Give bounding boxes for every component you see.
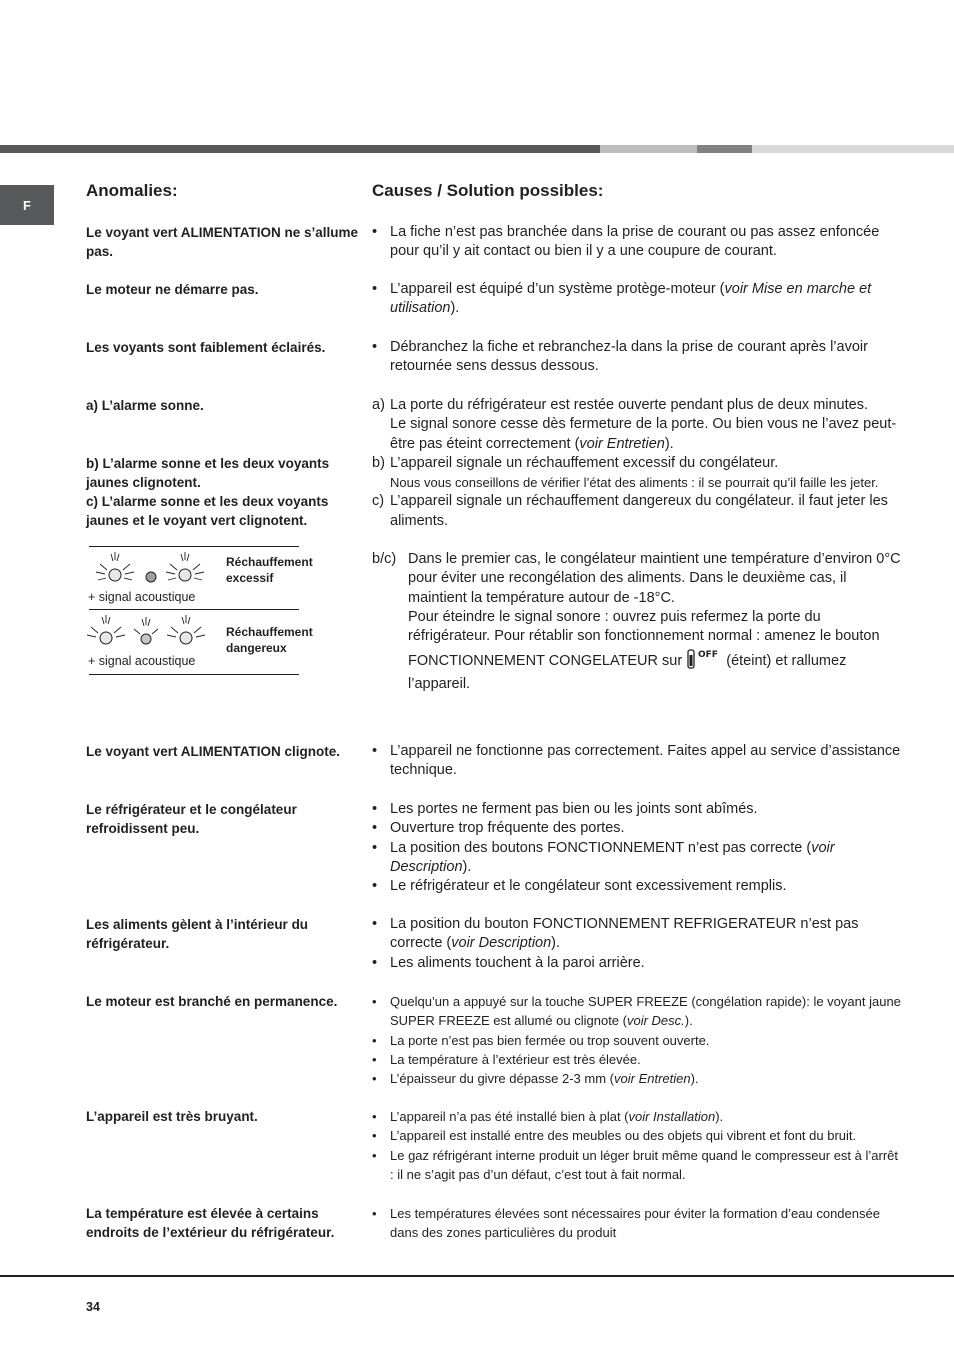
header-bar-segment bbox=[0, 145, 600, 153]
cause-dim-leds bbox=[372, 338, 902, 377]
bullet-item: • Les températures élevées sont nécessaires pour éviter la formation d’eau condensée dans des zones particulières du produit bbox=[372, 1204, 902, 1243]
anomaly-dim-leds: Les voyants sont faiblement éclairés. bbox=[86, 340, 326, 355]
item-label: b) bbox=[372, 454, 385, 471]
off-label: OFF bbox=[698, 649, 719, 660]
reference-link: voir Mise en marche et utilisation bbox=[390, 281, 872, 317]
bullet-item: • L’appareil n’a pas été installé bien à plat (voir Installation). bbox=[372, 1107, 902, 1126]
reference-link: voir Description bbox=[451, 935, 552, 952]
cause-motor-always-on bbox=[372, 992, 902, 1088]
alarm-a-item: a) La porte du réfrigérateur est restée ouverte pendant plus de deux minutes. Le signal sonore cesse dès fermeture de la porte. Ou bien vous ne l’avez peut-être pas éteint correctement (voir Entretien). bbox=[372, 397, 897, 452]
header-bar-segment bbox=[697, 145, 752, 153]
bullet-item: • La température à l’extérieur est très élevée. bbox=[372, 1050, 902, 1069]
anomaly-motor-not-start: Le moteur ne démarre pas. bbox=[86, 282, 259, 297]
header-bar-segment bbox=[600, 145, 697, 153]
bullet-item: • Les portes ne ferment pas bien ou les joints sont abîmés. bbox=[372, 800, 902, 819]
label-dangerous-warming: Réchauffement dangereux bbox=[226, 625, 313, 655]
acoustic-signal-1: + signal acoustique bbox=[88, 590, 196, 604]
led-diagram bbox=[86, 546, 313, 676]
language-tab bbox=[0, 185, 54, 225]
anomaly-motor-always-on: Le moteur est branché en permanence. bbox=[86, 994, 338, 1009]
footer-rule bbox=[0, 1275, 954, 1277]
bullet-item: • La position du bouton FONCTIONNEMENT REFRIGERATEUR n’est pas correcte (voir Description). bbox=[372, 915, 902, 954]
led-excessive-icon bbox=[90, 550, 220, 588]
reference-link: voir Entretien bbox=[614, 1071, 691, 1087]
anomaly-noisy: L’appareil est très bruyant. bbox=[86, 1109, 258, 1124]
anomalies-heading: Anomalies: bbox=[86, 181, 178, 200]
page-number: 34 bbox=[86, 1300, 100, 1314]
bullet-item: • Les aliments touchent à la paroi arrière. bbox=[372, 954, 902, 973]
bullet-item: • Débranchez la fiche et rebranchez-la dans la prise de courant après l’avoir retournée sens dessus dessous. bbox=[372, 338, 902, 377]
anomaly-food-freezes: Les aliments gèlent à l’intérieur du réfrigérateur. bbox=[86, 917, 309, 951]
anomaly-alarm-b: b) L’alarme sonne et les deux voyants jaunes clignotent. bbox=[86, 456, 330, 490]
item-label: c) bbox=[372, 493, 385, 510]
bullet-item: • La porte n’est pas bien fermée ou trop souvent ouverte. bbox=[372, 1031, 902, 1050]
acoustic-signal-2: + signal acoustique bbox=[88, 654, 196, 668]
bullet-item: • La position des boutons FONCTIONNEMENT n’est pas correcte (voir Description). bbox=[372, 839, 902, 878]
label-excessive-warming: Réchauffement excessif bbox=[226, 555, 313, 585]
anomaly-low-cooling: Le réfrigérateur et le congélateur refroidissent peu. bbox=[86, 802, 297, 836]
cause-power-led-off bbox=[372, 223, 902, 262]
anomaly-power-led-off: Le voyant vert ALIMENTATION ne s’allume pas. bbox=[86, 225, 359, 259]
reference-link: voir Entretien bbox=[579, 435, 665, 452]
cause-hot-exterior bbox=[372, 1204, 902, 1243]
divider bbox=[89, 609, 299, 610]
bullet-item: • Quelqu’un a appuyé sur la touche SUPER FREEZE (congélation rapide): le voyant jaune SUPER FREEZE est allumé ou clignote (voir Desc.). bbox=[372, 992, 902, 1031]
alarm-bc-item: b/c) Dans le premier cas, le congélateur maintient une température d’environ 0°C pour éviter une recongélation des aliments. Dans le deuxième cas, il maintient la température autour de -18°C. Pour éteindre le signal sonore : ouvrez puis refermez la porte du réfrigérateur. Pour rétablir son fonctionnement normal : amenez le bouton FONCTIONNEMENT CONGELATEUR sur OFF (éteint) et rallumez l’appareil. bbox=[372, 551, 901, 692]
alarm-c-item: c) L’appareil signale un réchauffement dangereux du congélateur. il faut jeter les aliments. bbox=[372, 493, 888, 529]
anomaly-power-led-blinks: Le voyant vert ALIMENTATION clignote. bbox=[86, 744, 341, 759]
bullet-item: • L’appareil est installé entre des meubles ou des objets qui vibrent et font du bruit. bbox=[372, 1126, 902, 1145]
item-label: b/c) bbox=[372, 551, 397, 568]
header-color-bar bbox=[0, 145, 954, 153]
bullet-item: • Le gaz réfrigérant interne produit un léger bruit même quand le compresseur est à l’arrêt : il ne s’agit pas d’un défaut, c’est tout à fait normal. bbox=[372, 1146, 902, 1185]
reference-link: voir Desc. bbox=[626, 1013, 685, 1029]
cause-motor-not-start bbox=[372, 280, 902, 319]
causes-heading: Causes / Solution possibles: bbox=[372, 181, 604, 200]
bullet-item: • L’épaisseur du givre dépasse 2-3 mm (voir Entretien). bbox=[372, 1069, 902, 1088]
anomaly-hot-exterior: La température est élevée à certains endroits de l’extérieur du réfrigérateur. bbox=[86, 1206, 335, 1240]
bullet-item: • Le réfrigérateur et le congélateur sont excessivement remplis. bbox=[372, 877, 902, 896]
cause-alarm bbox=[372, 396, 902, 694]
header-bar-segment bbox=[752, 145, 954, 153]
cause-power-led-blinks bbox=[372, 742, 902, 781]
bullet-item: • L’appareil ne fonctionne pas correctement. Faites appel au service d’assistance technique. bbox=[372, 742, 902, 781]
bullet-item: • La fiche n’est pas branchée dans la prise de courant ou pas assez enfoncée pour qu’il y ait contact ou bien il y a une coupure de courant. bbox=[372, 223, 902, 262]
cause-food-freezes bbox=[372, 915, 902, 973]
reference-link: voir Installation bbox=[628, 1109, 716, 1124]
divider bbox=[89, 546, 299, 547]
off-knob-icon bbox=[686, 647, 722, 675]
bullet-item: • Ouverture trop fréquente des portes. bbox=[372, 819, 902, 838]
cause-noisy bbox=[372, 1107, 902, 1184]
reference-link: voir Description bbox=[390, 839, 835, 875]
divider bbox=[89, 674, 299, 675]
alarm-b-item: b) L’appareil signale un réchauffement excessif du congélateur. Nous vous conseillons de vérifier l’état des aliments : il se pourrait qu’il faille les jeter. bbox=[372, 454, 879, 491]
anomaly-alarm-a: a) L’alarme sonne. bbox=[86, 398, 204, 413]
item-label: a) bbox=[372, 397, 385, 413]
cause-low-cooling bbox=[372, 800, 902, 896]
bullet-item: • L’appareil est équipé d’un système protège-moteur (voir Mise en marche et utilisation). bbox=[372, 280, 902, 319]
language-tab-label: F bbox=[23, 197, 31, 213]
anomaly-alarm-c: c) L’alarme sonne et les deux voyants jaunes et le voyant vert clignotent. bbox=[86, 494, 329, 528]
led-dangerous-icon bbox=[86, 613, 216, 653]
